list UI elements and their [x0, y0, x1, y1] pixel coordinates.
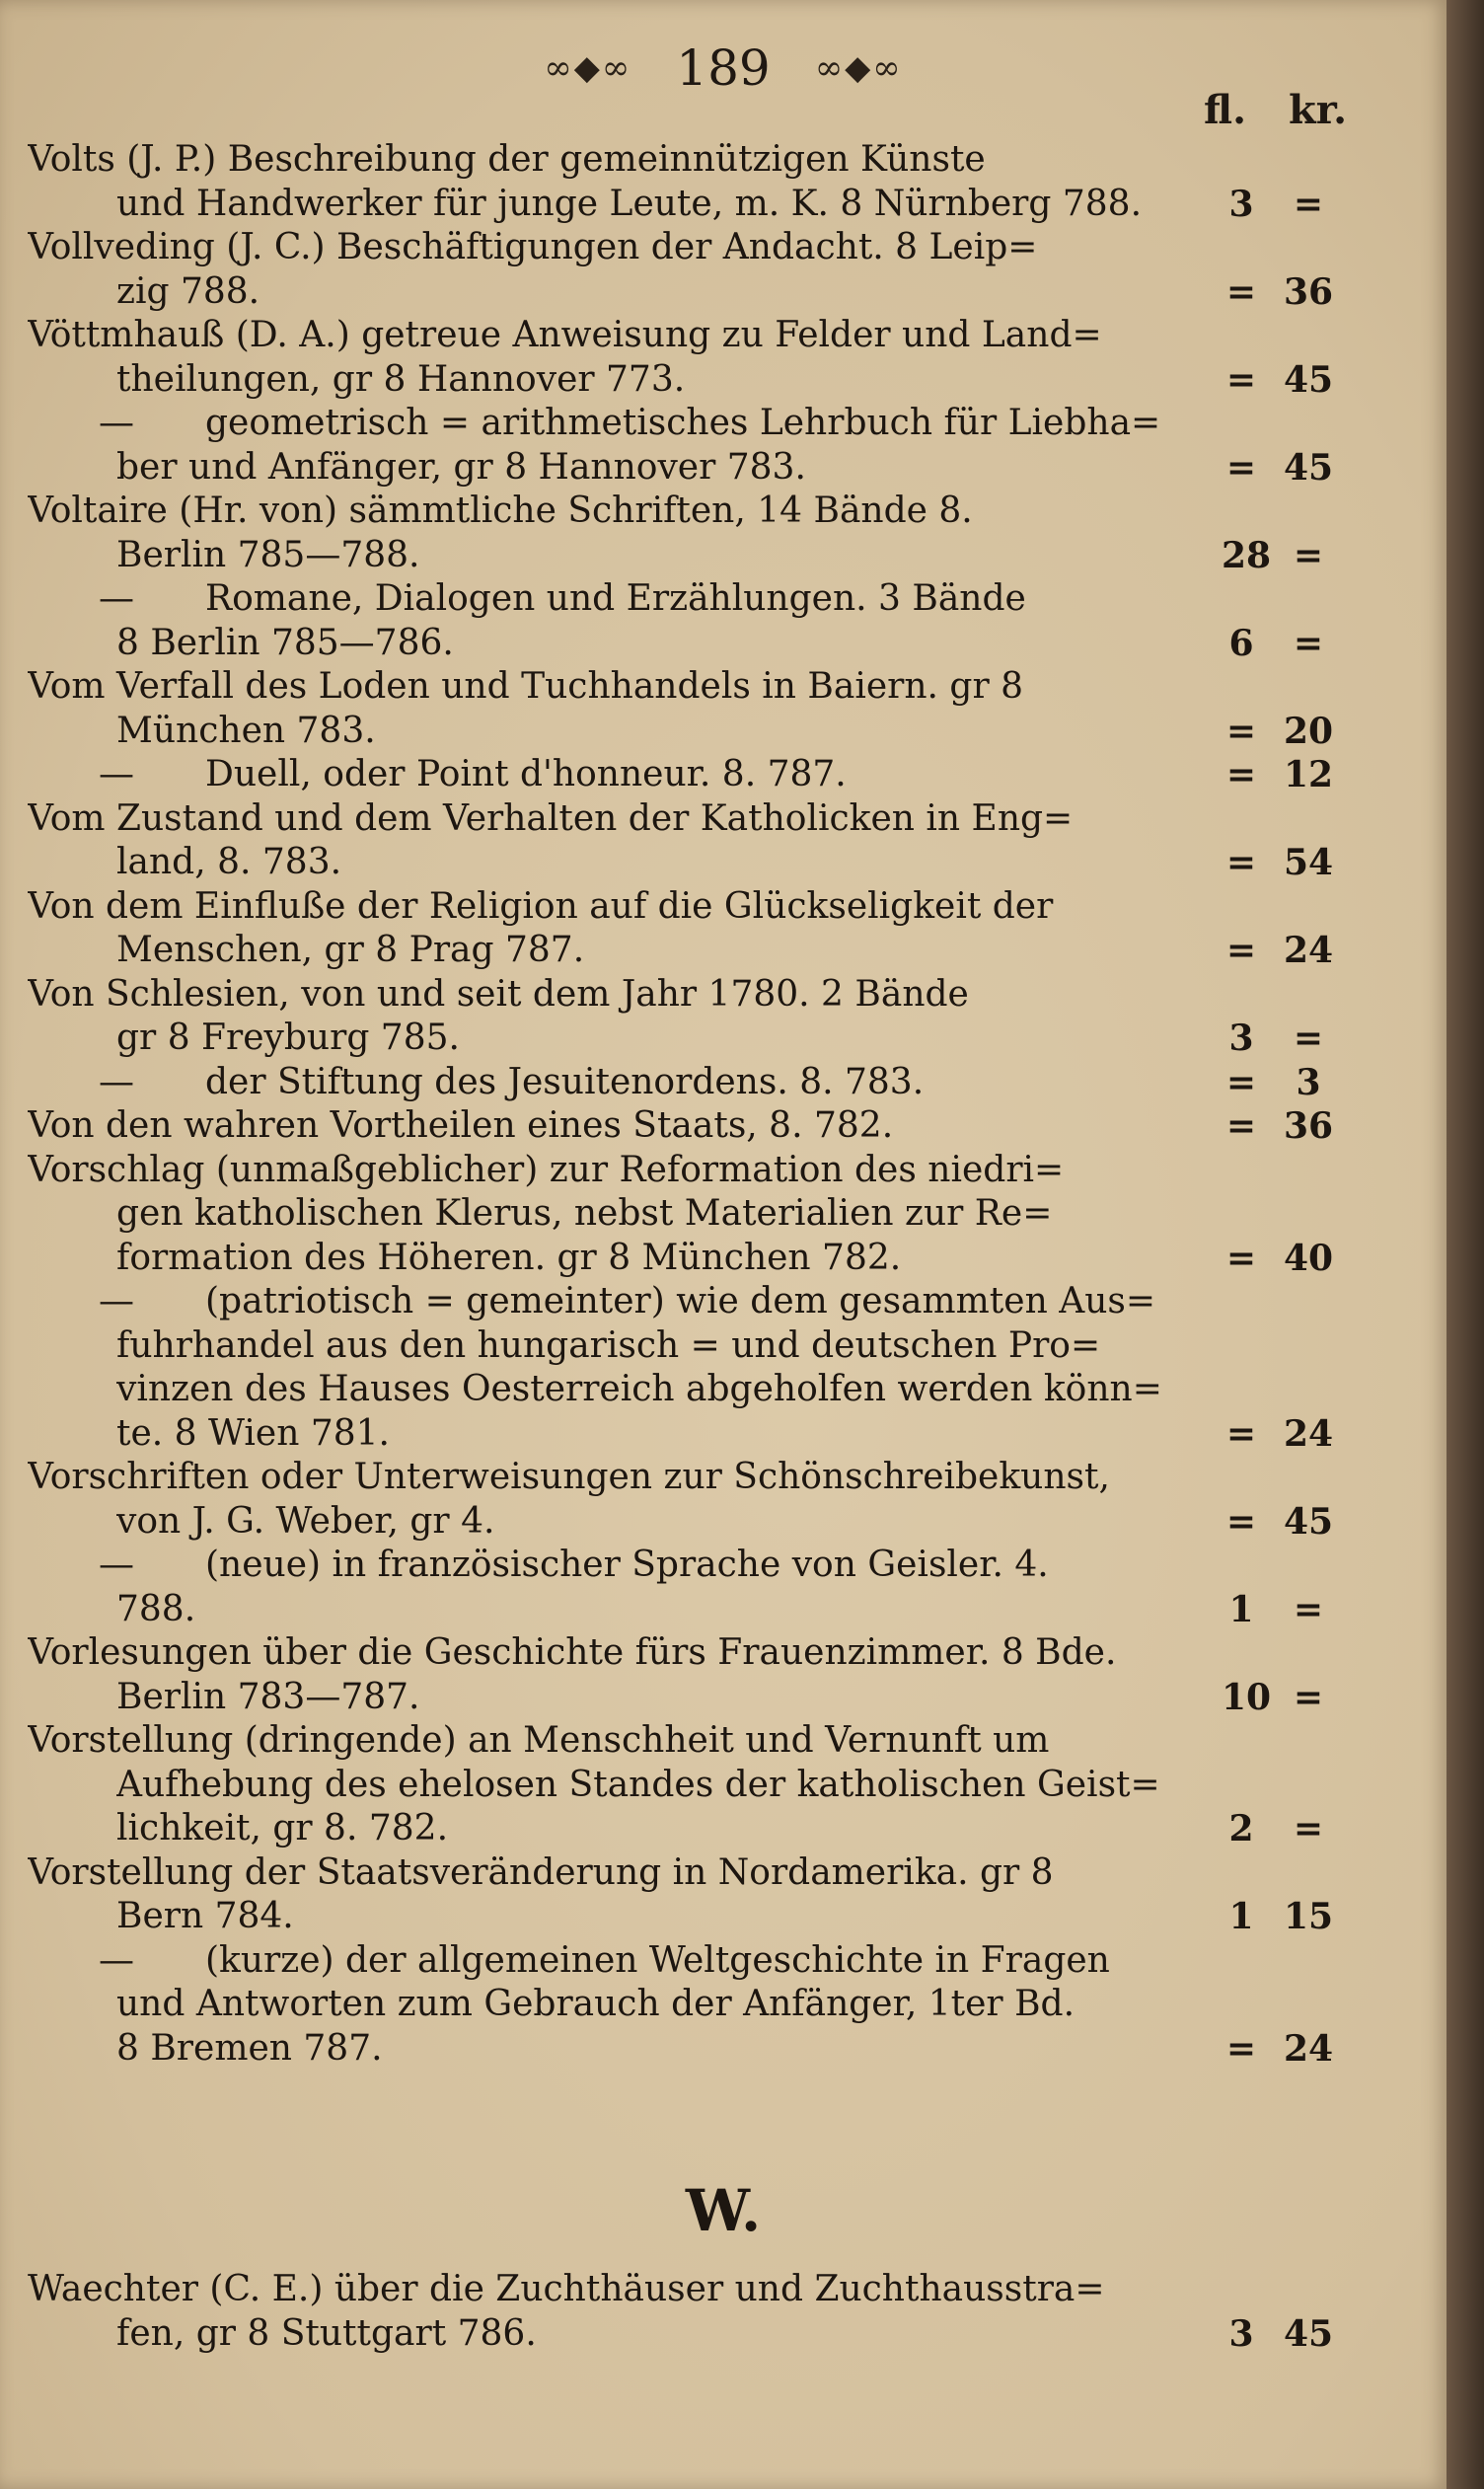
- price-fl: 1: [1228, 1588, 1254, 1630]
- entry-text: Vorschlag (unmaßgeblicher) zur Reformation des niedri=: [28, 1149, 1065, 1190]
- catalog-line: [0, 753, 1447, 797]
- price-kr: =: [1293, 1018, 1324, 1059]
- catalog-line: [0, 622, 1447, 666]
- price-fl: 10: [1222, 1676, 1272, 1718]
- ditto-dash: —: [99, 1061, 134, 1102]
- catalog-line: [0, 1983, 1447, 2027]
- catalog-line: [0, 1500, 1447, 1545]
- catalog-line: [0, 1368, 1447, 1412]
- entry-text: Von dem Einfluße der Religion auf die Glückseligkeit der: [28, 885, 1054, 927]
- column-header-fl: fl.: [1204, 87, 1247, 133]
- section-heading: W.: [685, 2177, 762, 2244]
- entry-text: land, 8. 783.: [116, 842, 342, 882]
- catalog-line: [0, 446, 1447, 490]
- price-kr: 24: [1283, 1412, 1334, 1455]
- catalog-line: [0, 1412, 1447, 1457]
- price-kr: =: [1293, 183, 1324, 225]
- price-kr: 12: [1283, 754, 1334, 795]
- entry-text: ber und Anfänger, gr 8 Hannover 783.: [116, 446, 806, 488]
- price-fl: 6: [1228, 622, 1254, 664]
- price-kr: 20: [1283, 710, 1334, 752]
- entry-text: formation des Höheren. gr 8 München 782.: [116, 1237, 902, 1278]
- entry-text: und Handwerker für junge Leute, m. K. 8 Nürnberg 788.: [116, 183, 1143, 224]
- catalog-line: [0, 1719, 1447, 1764]
- ditto-dash: —: [99, 403, 134, 443]
- price-kr: 45: [1283, 446, 1334, 489]
- catalog-line: [0, 1544, 1447, 1588]
- price-kr: 54: [1283, 842, 1334, 883]
- entry-text: Vom Zustand und dem Verhalten der Katholicken in Eng=: [28, 797, 1074, 839]
- entry-text: fen, gr 8 Stuttgart 786.: [116, 2312, 537, 2354]
- price-kr: 45: [1283, 358, 1334, 401]
- catalog-line: [0, 1324, 1447, 1369]
- catalog-line: [0, 1807, 1447, 1851]
- entry-text: lichkeit, gr 8. 782.: [116, 1808, 449, 1848]
- entry-text: Vorstellung (dringende) an Menschheit und Vernunft um: [28, 1720, 1050, 1761]
- entry-text: Von Schlesien, von und seit dem Jahr 1780. 2 Bände: [28, 973, 969, 1015]
- entry-text: Bern 784.: [116, 1896, 294, 1936]
- price-fl: =: [1225, 446, 1257, 489]
- catalog-line: [0, 1631, 1447, 1676]
- catalog-line: [0, 841, 1447, 885]
- entry-text: Von den wahren Vortheilen eines Staats, 8. 782.: [28, 1105, 894, 1146]
- price-fl: =: [1225, 710, 1257, 752]
- price-kr: 45: [1283, 1500, 1334, 1543]
- entry-text: fuhrhandel aus den hungarisch = und deutschen Pro=: [116, 1324, 1101, 1366]
- price-fl: =: [1225, 1500, 1257, 1543]
- price-fl: =: [1225, 930, 1257, 971]
- price-fl: =: [1225, 2027, 1257, 2070]
- price-fl: 1: [1228, 1896, 1254, 1937]
- entry-text: Vöttmhauß (D. A.) getreue Anweisung zu Felder und Land=: [28, 315, 1102, 355]
- catalog-line: [0, 1280, 1447, 1324]
- entry-text: Vorschriften oder Unterweisungen zur Schönschreibekunst,: [28, 1457, 1110, 1497]
- entry-text: zig 788.: [116, 270, 260, 312]
- entry-text: und Antworten zum Gebrauch der Anfänger, 1ter Bd.: [116, 1984, 1076, 2024]
- entry-text: gr 8 Freyburg 785.: [116, 1018, 460, 1058]
- ornament-right-icon: ∞◆∞: [814, 48, 903, 88]
- entry-text: Berlin 783—787.: [116, 1676, 420, 1717]
- price-kr: 3: [1296, 1061, 1321, 1103]
- entry-text: München 783.: [116, 710, 376, 751]
- catalog-line: [0, 1237, 1447, 1281]
- catalog-line: [0, 183, 1447, 227]
- catalog-line: [0, 1456, 1447, 1500]
- price-kr: 36: [1283, 1105, 1334, 1147]
- price-fl: =: [1225, 1412, 1257, 1455]
- price-fl: 28: [1222, 534, 1272, 576]
- entry-text: Duell, oder Point d'honneur. 8. 787.: [205, 754, 847, 794]
- entry-text: gen katholischen Klerus, nebst Materialien zur Re=: [116, 1193, 1053, 1234]
- page-edge: [1447, 0, 1484, 2489]
- catalog-line: [0, 665, 1447, 710]
- catalog-line: [0, 1192, 1447, 1237]
- price-fl: 3: [1228, 1018, 1254, 1059]
- entry-text: Aufhebung des ehelosen Standes der katholischen Geist=: [116, 1764, 1160, 1805]
- page-number: 189: [676, 39, 771, 97]
- catalog-line: [0, 1939, 1447, 1984]
- price-fl: =: [1225, 842, 1257, 883]
- catalog-entries: [0, 138, 1447, 2071]
- ditto-dash: —: [99, 1939, 134, 1981]
- entry-text: (kurze) der allgemeinen Weltgeschichte in Fragen: [205, 1939, 1110, 1981]
- entry-text: te. 8 Wien 781.: [116, 1412, 390, 1454]
- entry-text: Voltaire (Hr. von) sämmtliche Schriften, 14 Bände 8.: [28, 490, 973, 531]
- entry-text: vinzen des Hauses Oesterreich abgeholfen werden könn=: [116, 1369, 1162, 1409]
- price-kr: =: [1293, 622, 1324, 664]
- catalog-line: [0, 138, 1447, 183]
- entry-text: Berlin 785—788.: [116, 534, 420, 575]
- catalog-line: [0, 2027, 1447, 2072]
- price-fl: =: [1225, 1105, 1257, 1147]
- catalog-line: [0, 797, 1447, 842]
- ditto-dash: —: [99, 1281, 134, 1321]
- price-kr: 24: [1283, 2027, 1334, 2070]
- catalog-line: [0, 885, 1447, 930]
- catalog-line: [0, 402, 1447, 446]
- catalog-line: [0, 1104, 1447, 1149]
- catalog-line: [0, 314, 1447, 358]
- price-kr: 45: [1283, 2312, 1334, 2355]
- catalog-line: [0, 2312, 1447, 2357]
- price-fl: 3: [1228, 2312, 1254, 2355]
- price-kr: =: [1293, 1808, 1324, 1849]
- price-kr: =: [1293, 1676, 1324, 1718]
- price-fl: =: [1225, 1237, 1257, 1279]
- entry-text: Volts (J. P.) Beschreibung der gemeinnützigen Künste: [28, 139, 986, 180]
- entry-text: Vom Verfall des Loden und Tuchhandels in Baiern. gr 8: [28, 666, 1024, 707]
- catalog-line: [0, 929, 1447, 973]
- price-kr: 15: [1283, 1896, 1334, 1937]
- price-kr: =: [1293, 534, 1324, 576]
- catalog-line: [0, 1851, 1447, 1896]
- entry-text: Romane, Dialogen und Erzählungen. 3 Bände: [205, 578, 1026, 619]
- entry-text: (patriotisch = gemeinter) wie dem gesammten Aus=: [205, 1281, 1156, 1321]
- ditto-dash: —: [99, 754, 134, 794]
- price-fl: 2: [1228, 1808, 1254, 1849]
- catalog-line: [0, 1764, 1447, 1808]
- catalog-line: [0, 270, 1447, 315]
- entry-text: 8 Berlin 785—786.: [116, 622, 454, 663]
- catalog-line: [0, 973, 1447, 1018]
- entry-text: 8 Bremen 787.: [116, 2027, 383, 2069]
- entry-text: Menschen, gr 8 Prag 787.: [116, 930, 585, 970]
- ornament-left-icon: ∞◆∞: [544, 48, 632, 88]
- entry-text: (neue) in französischer Sprache von Geisler. 4.: [205, 1545, 1049, 1585]
- ditto-dash: —: [99, 1545, 134, 1585]
- price-fl: =: [1225, 1061, 1257, 1103]
- price-fl: 3: [1228, 183, 1254, 225]
- catalog-line: [0, 577, 1447, 622]
- catalog-line: [0, 1061, 1447, 1105]
- entry-text: theilungen, gr 8 Hannover 773.: [116, 358, 686, 400]
- catalog-line: [0, 226, 1447, 270]
- price-kr: 24: [1283, 930, 1334, 971]
- catalog-line: [0, 710, 1447, 754]
- catalog-line: [0, 1017, 1447, 1061]
- entry-text: Vorlesungen über die Geschichte fürs Frauenzimmer. 8 Bde.: [28, 1632, 1117, 1673]
- entry-text: 788.: [116, 1588, 196, 1629]
- price-kr: 36: [1283, 270, 1334, 313]
- catalog-line: [0, 1895, 1447, 1939]
- column-header-kr: kr.: [1289, 87, 1348, 133]
- entry-text: Waechter (C. E.) über die Zuchthäuser und Zuchthausstra=: [28, 2269, 1105, 2309]
- catalog-line: [0, 358, 1447, 403]
- price-kr: =: [1293, 1588, 1324, 1630]
- catalog-line: [0, 490, 1447, 534]
- entry-text: von J. G. Weber, gr 4.: [116, 1500, 495, 1542]
- catalog-line: [0, 2268, 1447, 2312]
- catalog-entries-w: [0, 2268, 1447, 2356]
- catalog-line: [0, 1149, 1447, 1193]
- entry-text: Vollveding (J. C.) Beschäftigungen der Andacht. 8 Leip=: [28, 227, 1038, 267]
- price-fl: =: [1225, 358, 1257, 401]
- catalog-line: [0, 1588, 1447, 1632]
- price-fl: =: [1225, 754, 1257, 795]
- catalog-line: [0, 534, 1447, 578]
- entry-text: Vorstellung der Staatsveränderung in Nordamerika. gr 8: [28, 1851, 1054, 1893]
- price-kr: 40: [1283, 1237, 1334, 1279]
- price-fl: =: [1225, 270, 1257, 313]
- ditto-dash: —: [99, 578, 134, 619]
- catalog-line: [0, 1676, 1447, 1720]
- entry-text: der Stiftung des Jesuitenordens. 8. 783.: [205, 1061, 925, 1102]
- entry-text: geometrisch = arithmetisches Lehrbuch für Liebha=: [205, 403, 1161, 443]
